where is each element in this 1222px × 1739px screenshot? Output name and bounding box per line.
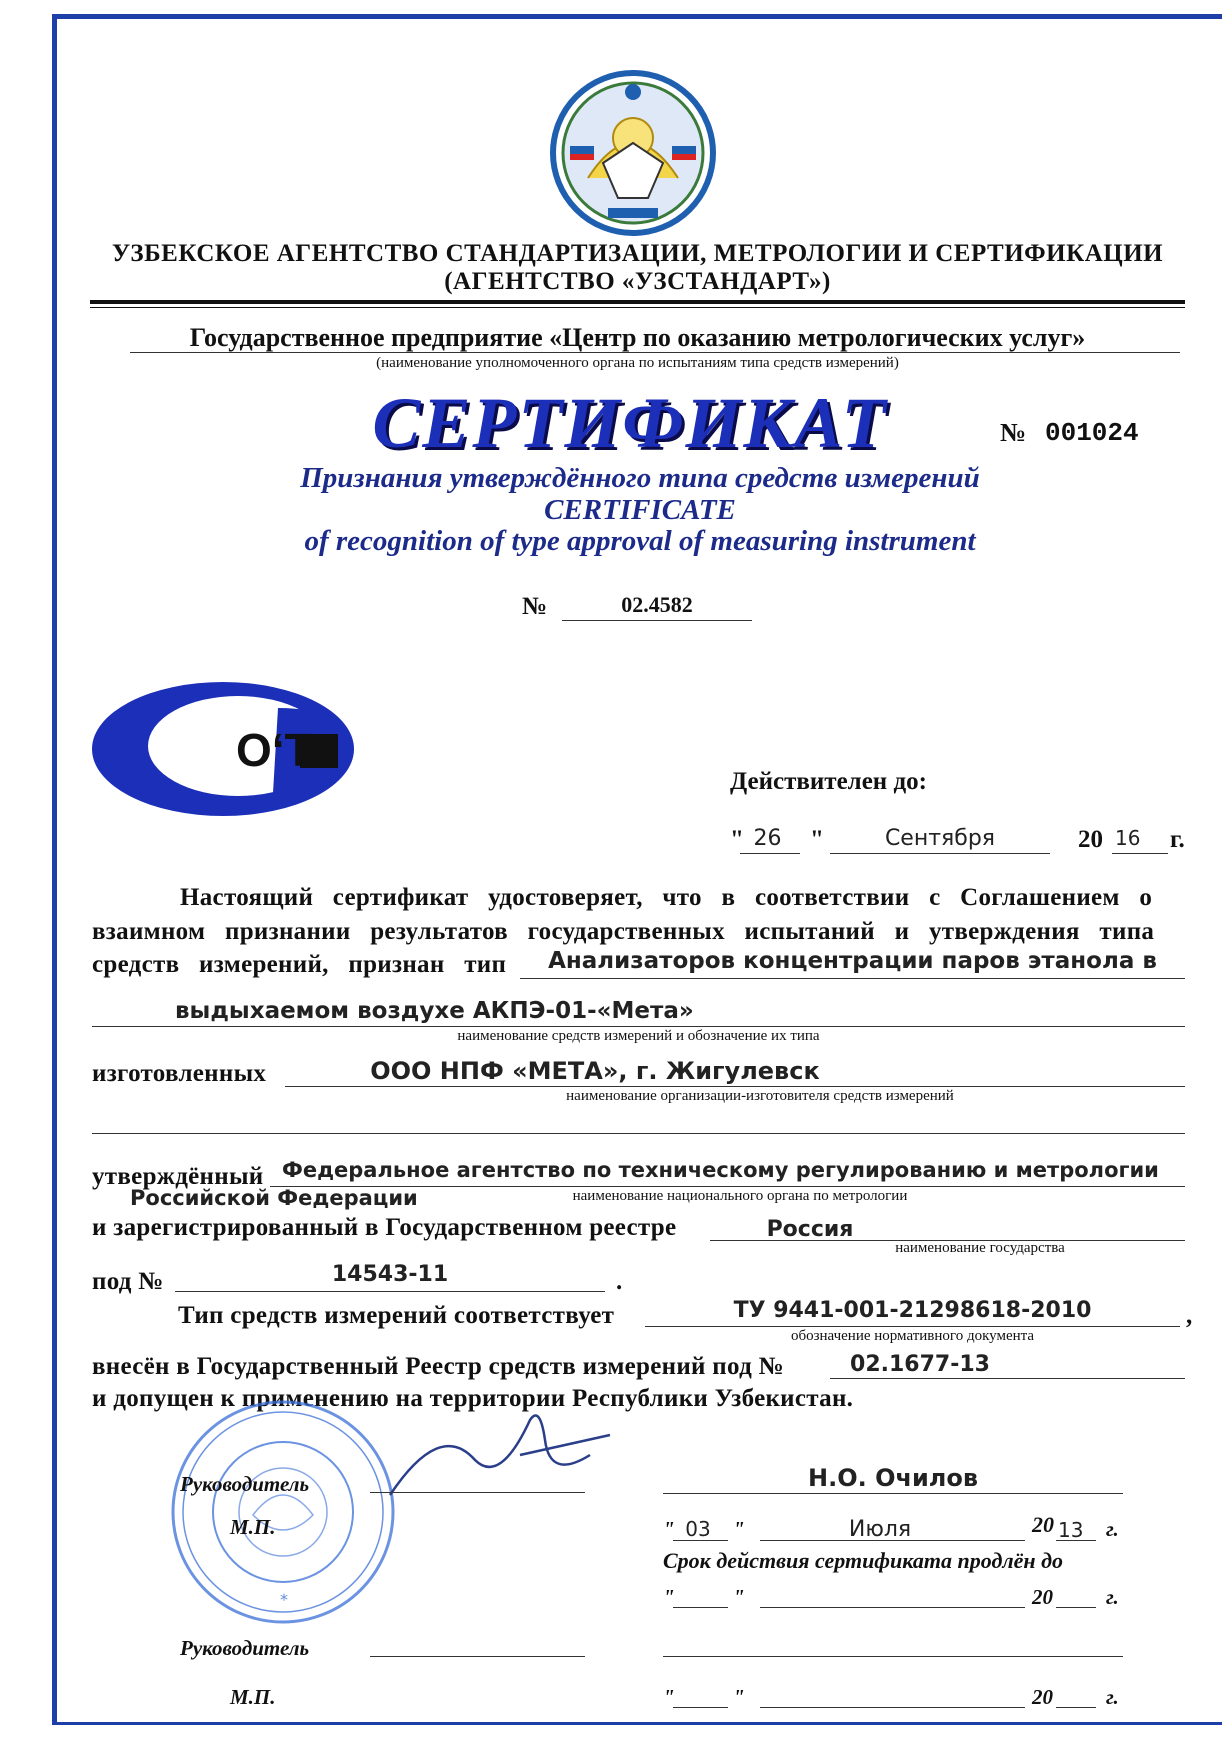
- ext-g: г.: [1106, 1585, 1119, 1609]
- ext-month-underline: [760, 1607, 1025, 1608]
- head-label-2: Руководитель: [180, 1636, 310, 1660]
- instrument-name-line1: Анализаторов концентрации паров этанола в: [548, 948, 1157, 974]
- authorized-org-caption: (наименование уполномоченного органа по испытаниям типа средств измерений): [376, 355, 899, 371]
- admitted-text: и допущен к применению на территории Республики Узбекистан.: [92, 1385, 854, 1412]
- uz-registry-number: 02.1677-13: [850, 1352, 990, 1377]
- ext-day-open-quote: ": [663, 1585, 675, 1609]
- entered-registry-label: внесён в Государственный Реестр средств измерений под №: [92, 1353, 785, 1380]
- normative-document: ТУ 9441-001-21298618-2010: [733, 1298, 1092, 1323]
- valid-year-prefix: 20: [1078, 826, 1103, 853]
- manufacturer-caption: наименование организации-изготовителя средств измерений: [566, 1088, 954, 1104]
- otm-logo-text: O‘T: [236, 724, 313, 776]
- ext2-day-open-quote: ": [663, 1685, 675, 1709]
- extended-label: Срок действия сертификата продлён до: [663, 1548, 1064, 1573]
- serial-number-label: №: [1000, 418, 1027, 447]
- normative-document-comma: ,: [1186, 1302, 1193, 1329]
- certificate-number: 02.4582: [621, 592, 693, 617]
- valid-g: г.: [1170, 826, 1185, 853]
- ext2-year-underline: [1056, 1707, 1096, 1708]
- authorized-org-name: Государственное предприятие «Центр по оказанию метрологических услуг»: [189, 323, 1086, 352]
- normative-document-underline: [645, 1326, 1180, 1327]
- country-name: Россия: [766, 1217, 854, 1242]
- ext-day-underline: [673, 1607, 728, 1608]
- ext2-day-close-quote: ": [733, 1685, 745, 1709]
- sign-year-underline: [1056, 1540, 1096, 1541]
- ext-year-underline: [1056, 1607, 1096, 1608]
- body-paragraph-line2: взаимном признании результатов государственных испытаний и утверждения типа: [92, 918, 1155, 945]
- valid-day-underline: [740, 853, 800, 854]
- valid-month: Сентября: [884, 826, 996, 851]
- approved-by-line1: Федеральное агентство по техническому регулированию и метрологии: [282, 1158, 1159, 1182]
- instrument-name-line2: выдыхаемом воздухе АКПЭ-01-«Мета»: [175, 998, 694, 1024]
- body-paragraph-line3: средств измерений, признан тип: [92, 951, 507, 978]
- sign-day-open-quote: ": [663, 1517, 675, 1541]
- instrument-underline-2: [92, 1026, 1185, 1027]
- official-stamp-icon: [168, 1395, 398, 1630]
- valid-day: 26: [753, 826, 782, 851]
- mp-label-2: М.П.: [230, 1685, 276, 1709]
- country-caption: наименование государства: [895, 1240, 1065, 1256]
- valid-until-label: Действителен до:: [730, 768, 927, 795]
- manufacturer-name: ООО НПФ «МЕТА», г. Жигулевск: [370, 1057, 820, 1085]
- certificate-number-underline: [562, 620, 752, 621]
- ext2-year-prefix: 20: [1032, 1685, 1053, 1709]
- under-number-label: под №: [92, 1268, 164, 1295]
- sign-year-prefix: 20: [1032, 1512, 1054, 1537]
- registry-number: 14543-11: [331, 1262, 449, 1287]
- svg-text:*: *: [280, 1590, 288, 1609]
- sign-day-close-quote: ": [733, 1517, 745, 1541]
- signature-icon: [380, 1400, 620, 1510]
- head-label: Руководитель: [180, 1472, 310, 1496]
- head-signature-underline: [370, 1492, 585, 1493]
- sign-year-suffix: 13: [1058, 1518, 1084, 1542]
- ext2-day-underline: [673, 1707, 728, 1708]
- approved-caption: наименование национального органа по метрологии: [572, 1188, 908, 1204]
- valid-year-suffix: 16: [1115, 826, 1141, 850]
- otm-logo-icon: [88, 678, 358, 820]
- ext2-month-underline: [760, 1707, 1025, 1708]
- registry-number-dot: .: [616, 1268, 623, 1295]
- certificate-title: СЕРТИФИКАТ: [372, 383, 888, 463]
- sign-day-underline: [673, 1540, 728, 1541]
- ext-day-close-quote: ": [733, 1585, 745, 1609]
- certificate-number-label: №: [522, 593, 548, 620]
- header-divider: [90, 300, 1185, 304]
- body-paragraph-line1: Настоящий сертификат удостоверяет, что в соответствии с Соглашением о: [180, 884, 1153, 911]
- valid-day-close-quote: ": [810, 826, 824, 853]
- org-underline: [130, 352, 1180, 353]
- header-divider-thin: [90, 307, 1185, 308]
- approved-by-line2: Российской Федерации: [130, 1186, 418, 1210]
- ext-year-prefix: 20: [1032, 1585, 1053, 1609]
- manufacturer-underline: [285, 1086, 1185, 1087]
- normative-document-caption: обозначение нормативного документа: [790, 1328, 1035, 1344]
- approved-label: утверждённый: [92, 1163, 264, 1190]
- ext2-g: г.: [1106, 1685, 1119, 1709]
- sign-month-underline: [760, 1540, 1025, 1541]
- manufacturer-underline-2: [92, 1133, 1185, 1134]
- manufactured-label: изготовленных: [92, 1060, 267, 1087]
- valid-year-underline: [1112, 853, 1168, 854]
- certificate-subtitle-en: CERTIFICATE: [544, 494, 736, 526]
- valid-day-open-quote: ": [730, 826, 744, 853]
- certificate-subtitle-en-2: of recognition of type approval of measuring instrument: [304, 525, 976, 557]
- registered-label: и зарегистрированный в Государственном реестре: [92, 1214, 677, 1241]
- type-matches-label: Тип средств измерений соответствует: [178, 1302, 615, 1329]
- sign-month: Июля: [848, 1517, 912, 1542]
- head-name: Н.О. Очилов: [807, 1464, 979, 1492]
- valid-month-underline: [830, 853, 1050, 854]
- sign-g: г.: [1106, 1517, 1119, 1541]
- head-name-underline-2: [663, 1656, 1123, 1657]
- uz-registry-number-underline: [830, 1378, 1185, 1379]
- state-emblem-icon: [548, 68, 718, 238]
- head-signature-underline-2: [370, 1656, 585, 1657]
- mp-label: М.П.: [230, 1515, 276, 1539]
- agency-short-name: (АГЕНТСТВО «УЗСТАНДАРТ»): [444, 268, 831, 295]
- serial-number: 001024: [1045, 418, 1139, 448]
- registry-number-underline: [175, 1291, 605, 1292]
- instrument-underline-1: [520, 978, 1185, 979]
- sign-day: 03: [685, 1517, 711, 1541]
- agency-name: УЗБЕКСКОЕ АГЕНТСТВО СТАНДАРТИЗАЦИИ, МЕТРОЛОГИИ И СЕРТИФИКАЦИИ: [111, 240, 1164, 267]
- head-name-underline: [663, 1493, 1123, 1494]
- certificate-subtitle-ru: Признания утверждённого типа средств измерений: [300, 462, 980, 494]
- instrument-caption: наименование средств измерений и обозначение их типа: [457, 1028, 820, 1044]
